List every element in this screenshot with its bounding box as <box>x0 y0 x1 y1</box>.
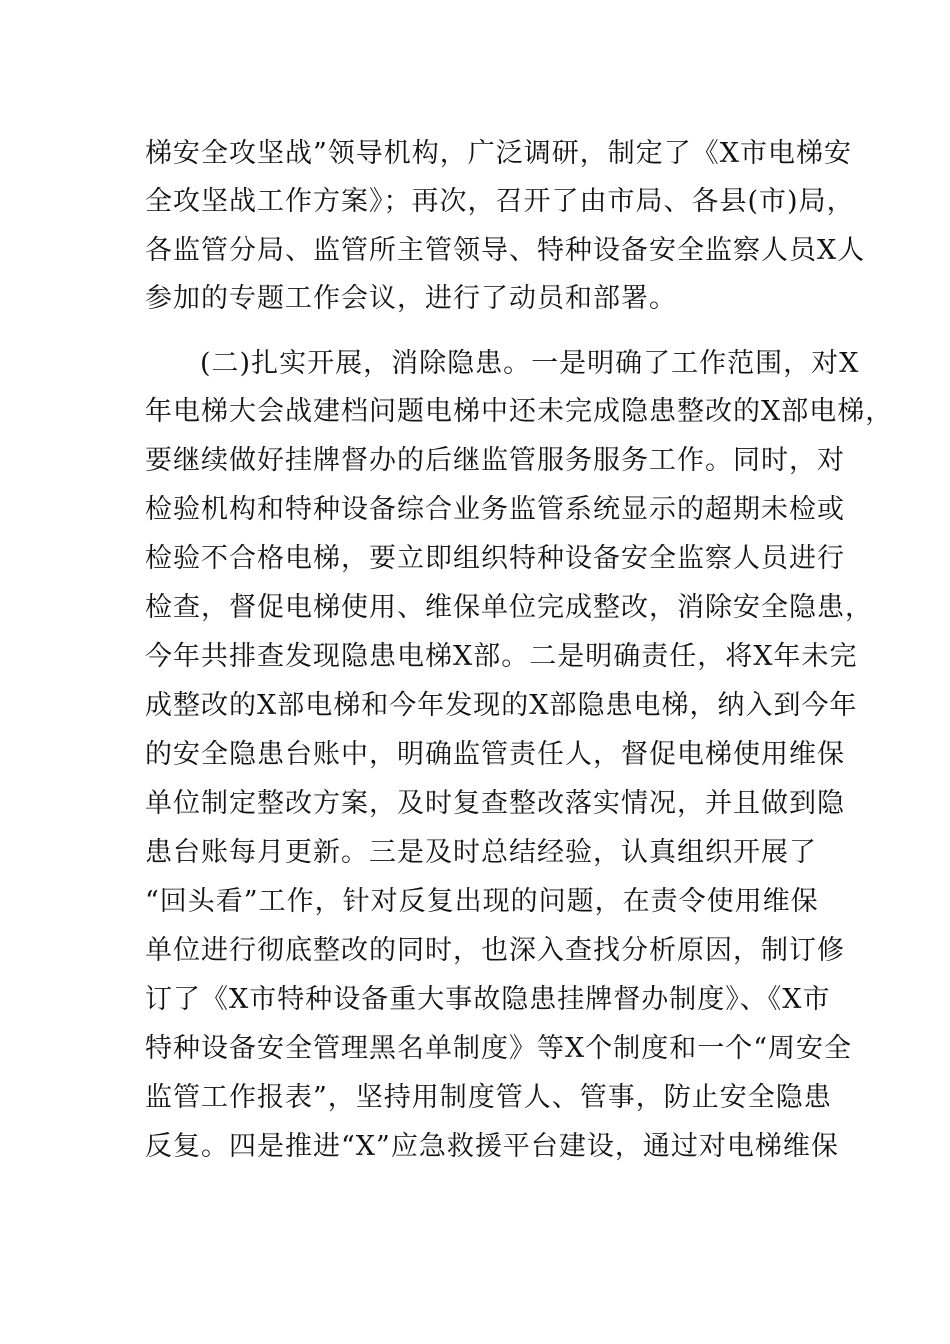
text-line: 检验不合格电梯，要立即组织特种设备安全监察人员进行 <box>145 543 845 574</box>
text-line: 年电梯大会战建档问题电梯中还未完成隐患整改的X部电梯， <box>145 396 894 427</box>
text-line: “回头看”工作，针对反复出现的问题，在责令使用维保 <box>145 886 819 917</box>
text-line: 反复。四是推进“X”应急救援平台建设，通过对电梯维保 <box>145 1131 839 1162</box>
text-line: 全攻坚战工作方案》；再次，召开了由市局、各县(市)局， <box>145 186 855 217</box>
text-line: 梯安全攻坚战”领导机构，广泛调研，制定了《X市电梯安 <box>145 138 853 169</box>
text-line: 监管工作报表”，坚持用制度管人、管事，防止安全隐患 <box>145 1082 832 1113</box>
text-line: 订了《X市特种设备重大事故隐患挂牌督办制度》、《X市 <box>145 984 831 1015</box>
text-line: 检查，督促电梯使用、维保单位完成整改，消除安全隐患， <box>145 592 873 623</box>
text-line: 单位制定整改方案，及时复查整改落实情况，并且做到隐 <box>145 788 845 819</box>
text-line: 单位进行彻底整改的同时，也深入查找分析原因，制订修 <box>145 935 845 966</box>
paragraph-start-line: (二)扎实开展，消除隐患。一是明确了工作范围，对X <box>200 348 860 379</box>
text-line: 今年共排查发现隐患电梯X部。二是明确责任，将X年未完 <box>145 641 858 672</box>
text-line: 的安全隐患台账中，明确监管责任人，督促电梯使用维保 <box>145 739 845 770</box>
text-line: 患台账每月更新。三是及时总结经验，认真组织开展了 <box>145 837 817 868</box>
text-line: 特种设备安全管理黑名单制度》等X个制度和一个“周安全 <box>145 1033 853 1064</box>
text-line: 参加的专题工作会议，进行了动员和部署。 <box>145 283 677 314</box>
text-line: 各监管分局、监管所主管领导、特种设备安全监察人员X人 <box>145 235 866 266</box>
text-line: 成整改的X部电梯和今年发现的X部隐患电梯，纳入到今年 <box>145 690 858 721</box>
text-line: 要继续做好挂牌督办的后继监管服务服务工作。同时，对 <box>145 445 845 476</box>
text-line: 检验机构和特种设备综合业务监管系统显示的超期未检或 <box>145 494 845 525</box>
